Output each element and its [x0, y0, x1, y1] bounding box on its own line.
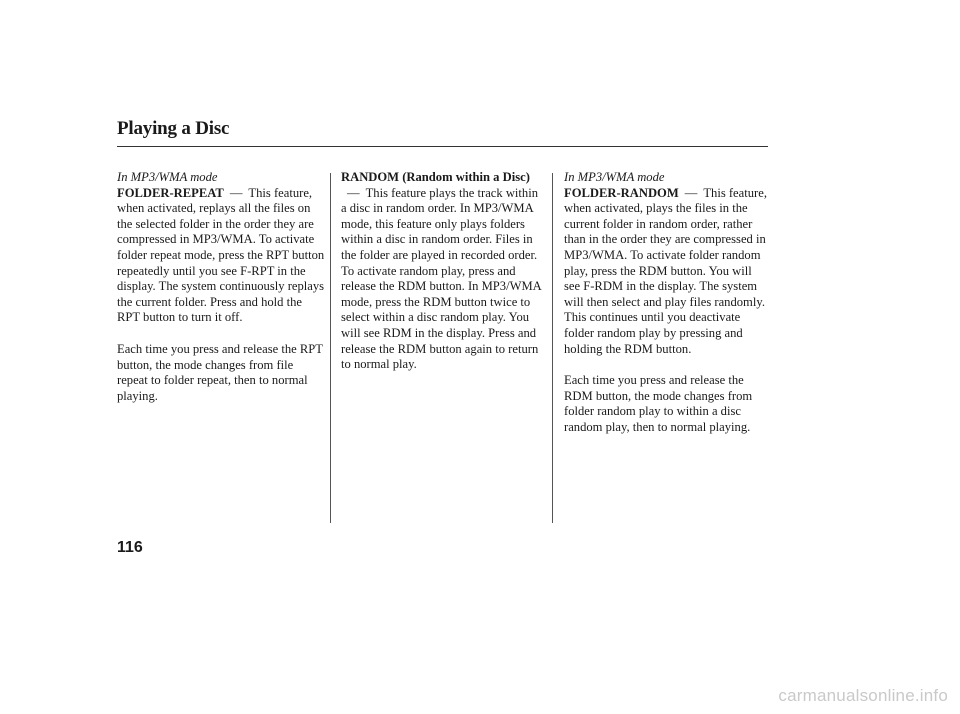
folder-random-section — [564, 170, 768, 436]
random-section — [341, 170, 546, 373]
folder-random-intro: This feature, when activated, plays the files in the current folder in random order, rather than in the order they are compressed in MP3/WMA. To activate folder random play, press the RDM button. You will see F-RDM in the display. The system will then select and play files randomly. This continues until you deactivate folder random play by pressing and holding the RDM button. — [564, 185, 767, 356]
folder-random-paragraph-2: Each time you press and release the RDM button, the mode changes from folder random play to within a disc random play, then to normal playing. — [564, 373, 753, 434]
folder-random-term: FOLDER-RANDOM — [564, 185, 679, 200]
folder-random-paragraph-1 — [564, 170, 768, 357]
random-paragraph-1 — [341, 170, 546, 373]
random-intro: This feature plays the track within a disc in random order. In MP3/WMA mode, this feature only plays folders within a disc in random order. Files in the folder are played in recorded order. To activate random play, press and release the RDM button. In MP3/WMA mode, press the RDM button twice to select within a disc random play. You will see RDM in the display. Press and release the RDM button again to return to normal play. — [341, 185, 542, 372]
page-title: Playing a Disc — [117, 118, 230, 139]
random-term: RANDOM (Random within a Disc) — [341, 170, 530, 184]
folder-repeat-mode-note: In MP3/WMA mode — [117, 170, 218, 184]
folder-repeat-section — [117, 170, 327, 404]
page-number: 116 — [117, 539, 143, 556]
folder-repeat-paragraph-1 — [117, 170, 327, 326]
column-divider — [552, 173, 553, 523]
folder-repeat-intro: This feature, when activated, replays all the files on the selected folder in the order they are compressed in MP3/WMA. To activate folder repeat mode, press the RPT button repeatedly until you see F-RPT in the display. The system continuously replays the current folder. Press and hold the RPT button to turn it off. — [117, 185, 325, 325]
watermark: carmanualsonline.info — [778, 686, 948, 705]
column-divider — [330, 173, 331, 523]
em-dash: — — [684, 185, 698, 200]
em-dash: — — [229, 185, 243, 200]
folder-random-mode-note: In MP3/WMA mode — [564, 170, 665, 184]
folder-repeat-paragraph-2: Each time you press and release the RPT button, the mode changes from file repeat to folder repeat, then to normal playing. — [117, 341, 323, 403]
folder-repeat-term: FOLDER-REPEAT — [117, 185, 224, 200]
title-rule — [117, 146, 768, 147]
em-dash: — — [347, 185, 360, 200]
